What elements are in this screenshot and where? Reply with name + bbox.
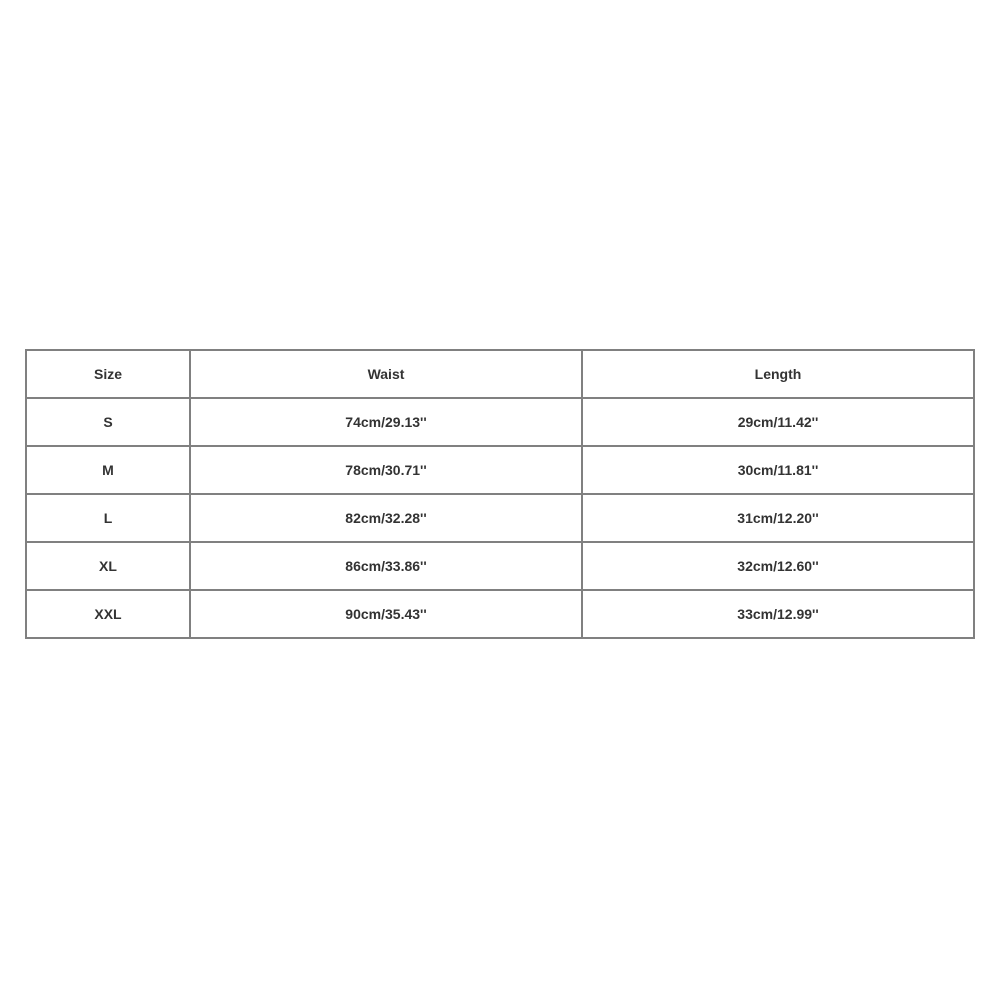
- cell-size: L: [26, 494, 190, 542]
- size-chart-table: [25, 349, 975, 639]
- cell-length: 29cm/11.42'': [582, 398, 974, 446]
- cell-waist: 86cm/33.86'': [190, 542, 582, 590]
- cell-size: M: [26, 446, 190, 494]
- table-row: [26, 590, 974, 638]
- table-row: [26, 494, 974, 542]
- cell-waist: 90cm/35.43'': [190, 590, 582, 638]
- cell-size: XXL: [26, 590, 190, 638]
- table-row: [26, 542, 974, 590]
- cell-length: 33cm/12.99'': [582, 590, 974, 638]
- cell-length: 31cm/12.20'': [582, 494, 974, 542]
- cell-length: 30cm/11.81'': [582, 446, 974, 494]
- header-length: Length: [582, 350, 974, 398]
- cell-waist: 74cm/29.13'': [190, 398, 582, 446]
- table-row: [26, 398, 974, 446]
- table-row: [26, 446, 974, 494]
- cell-waist: 78cm/30.71'': [190, 446, 582, 494]
- header-size: Size: [26, 350, 190, 398]
- cell-length: 32cm/12.60'': [582, 542, 974, 590]
- table-header-row: [26, 350, 974, 398]
- cell-size: XL: [26, 542, 190, 590]
- cell-waist: 82cm/32.28'': [190, 494, 582, 542]
- header-waist: Waist: [190, 350, 582, 398]
- cell-size: S: [26, 398, 190, 446]
